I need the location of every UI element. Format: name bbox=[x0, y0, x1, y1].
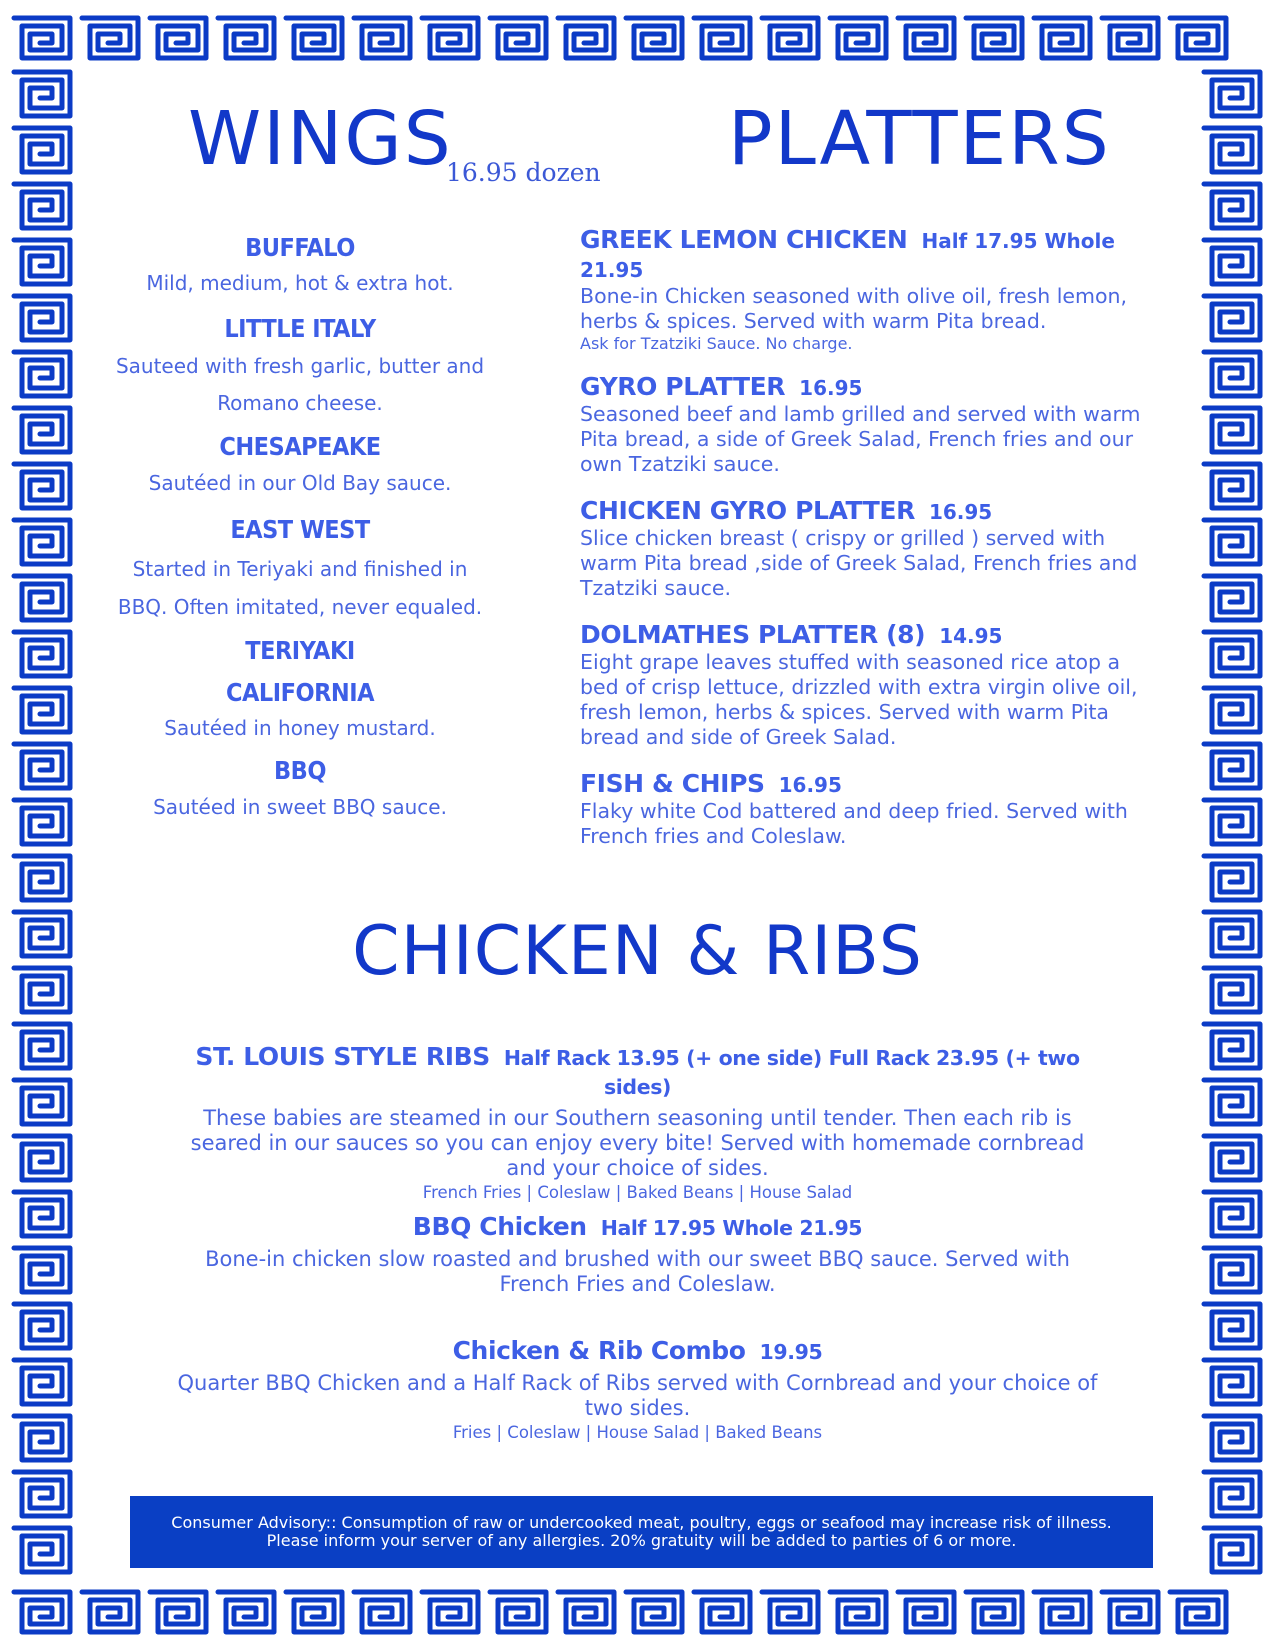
greek-key-tile bbox=[892, 1584, 960, 1640]
cr-heading bbox=[170, 1336, 1105, 1365]
greek-key-tile bbox=[824, 1584, 892, 1640]
greek-key-tile bbox=[8, 1130, 76, 1186]
greek-key-tile bbox=[484, 1584, 552, 1640]
cr-name: BBQ Chicken bbox=[412, 1212, 587, 1241]
cr-price: Half 17.95 Whole 21.95 bbox=[600, 1216, 863, 1240]
greek-key-tile bbox=[1164, 1584, 1232, 1640]
cr-sides: Fries | Coleslaw | House Salad | Baked Beans bbox=[452, 1423, 823, 1442]
wing-desc: Sautéed in honey mustard. bbox=[164, 716, 436, 740]
chicken-ribs-item bbox=[170, 1212, 1105, 1297]
greek-key-tile bbox=[8, 1466, 76, 1522]
border-right-greek-key bbox=[1198, 66, 1266, 1578]
greek-key-tile bbox=[620, 10, 688, 66]
cr-name: ST. LOUIS STYLE RIBS bbox=[195, 1042, 490, 1071]
greek-key-tile bbox=[620, 1584, 688, 1640]
wings-price: 16.95 dozen bbox=[446, 158, 601, 187]
wing-name: BUFFALO bbox=[245, 233, 355, 262]
cr-price: 19.95 bbox=[759, 1340, 823, 1364]
advisory-text: Consumer Advisory:: Consumption of raw or undercooked meat, poultry, eggs or seafood may increase risk of illness. Please inform your server of any allergies. 20% gratuity will be added to parties of 6 or more. bbox=[171, 1513, 1112, 1550]
platter-desc: Seasoned beef and lamb grilled and served with warm Pita bread, a side of Greek Salad, French fries and our own Tzatziki sauce. bbox=[580, 402, 1141, 476]
greek-key-tile bbox=[1198, 346, 1266, 402]
greek-key-tile bbox=[8, 514, 76, 570]
greek-key-tile bbox=[144, 10, 212, 66]
wing-desc: Sauteed with fresh garlic, butter and Romano cheese. bbox=[115, 354, 485, 415]
platter-heading bbox=[580, 770, 1150, 799]
greek-key-tile bbox=[8, 458, 76, 514]
greek-key-tile bbox=[8, 570, 76, 626]
wing-item-california bbox=[100, 672, 500, 742]
greek-key-tile bbox=[1198, 570, 1266, 626]
platters-list bbox=[580, 226, 1150, 869]
greek-key-tile bbox=[1198, 1242, 1266, 1298]
platter-price: 16.95 bbox=[799, 376, 863, 400]
greek-key-tile bbox=[348, 10, 416, 66]
greek-key-tile bbox=[1198, 1410, 1266, 1466]
greek-key-tile bbox=[1198, 1130, 1266, 1186]
greek-key-tile bbox=[688, 1584, 756, 1640]
greek-key-tile bbox=[416, 10, 484, 66]
platter-desc: Bone-in Chicken seasoned with olive oil, fresh lemon, herbs & spices. Served with warm Pita bread. bbox=[580, 284, 1128, 333]
greek-key-tile bbox=[1028, 1584, 1096, 1640]
greek-key-tile bbox=[8, 290, 76, 346]
greek-key-tile bbox=[416, 1584, 484, 1640]
border-top-greek-key bbox=[8, 10, 1232, 66]
cr-desc: These babies are steamed in our Southern seasoning until tender. Then each rib is seared in our sauces so you can enjoy every bite! Served with homemade cornbread and your choice of sides. bbox=[190, 1106, 1085, 1180]
consumer-advisory-banner bbox=[130, 1496, 1153, 1568]
greek-key-tile bbox=[8, 10, 76, 66]
greek-key-tile bbox=[8, 1074, 76, 1130]
platters-title: PLATTERS bbox=[728, 96, 1111, 182]
greek-key-tile bbox=[1164, 10, 1232, 66]
platter-name: CHICKEN GYRO PLATTER bbox=[580, 496, 915, 525]
greek-key-tile bbox=[348, 1584, 416, 1640]
platter-item bbox=[580, 226, 1150, 353]
greek-key-tile bbox=[824, 10, 892, 66]
wing-name: EAST WEST bbox=[230, 515, 370, 544]
greek-key-tile bbox=[8, 1298, 76, 1354]
wing-item-little-italy bbox=[100, 310, 500, 422]
greek-key-tile bbox=[1198, 1298, 1266, 1354]
greek-key-tile bbox=[552, 10, 620, 66]
platter-item bbox=[580, 497, 1150, 601]
platter-name: DOLMATHES PLATTER (8) bbox=[580, 620, 926, 649]
greek-key-tile bbox=[212, 10, 280, 66]
platter-heading bbox=[580, 373, 1150, 402]
platter-price: 16.95 bbox=[778, 773, 842, 797]
wing-item-chesapeake bbox=[100, 426, 500, 498]
greek-key-tile bbox=[8, 402, 76, 458]
greek-key-tile bbox=[8, 1522, 76, 1578]
wing-item-buffalo bbox=[100, 228, 500, 298]
greek-key-tile bbox=[1198, 738, 1266, 794]
greek-key-tile bbox=[280, 1584, 348, 1640]
wing-item-teriyaki bbox=[100, 630, 500, 672]
greek-key-tile bbox=[484, 10, 552, 66]
greek-key-tile bbox=[212, 1584, 280, 1640]
greek-key-tile bbox=[756, 1584, 824, 1640]
cr-price: Half Rack 13.95 (+ one side) Full Rack 23.95 (+ two sides) bbox=[503, 1046, 1080, 1099]
cr-desc: Quarter BBQ Chicken and a Half Rack of Ribs served with Cornbread and your choice of two sides. bbox=[177, 1371, 1098, 1420]
greek-key-tile bbox=[756, 10, 824, 66]
platter-name: FISH & CHIPS bbox=[580, 769, 765, 798]
greek-key-tile bbox=[892, 10, 960, 66]
greek-key-tile bbox=[1096, 1584, 1164, 1640]
greek-key-tile bbox=[1198, 794, 1266, 850]
platter-item bbox=[580, 770, 1150, 849]
greek-key-tile bbox=[1198, 1018, 1266, 1074]
chicken-ribs-item bbox=[170, 1336, 1105, 1442]
platter-item bbox=[580, 373, 1150, 477]
platter-desc: Slice chicken breast ( crispy or grilled ) served with warm Pita bread ,side of Greek Salad, French fries and Tzatziki sauce. bbox=[580, 526, 1138, 600]
greek-key-tile bbox=[8, 626, 76, 682]
wing-item-bbq bbox=[100, 750, 500, 822]
greek-key-tile bbox=[1198, 1466, 1266, 1522]
greek-key-tile bbox=[144, 1584, 212, 1640]
greek-key-tile bbox=[8, 66, 76, 122]
cr-sides: French Fries | Coleslaw | Baked Beans | House Salad bbox=[422, 1183, 853, 1202]
greek-key-tile bbox=[8, 850, 76, 906]
greek-key-tile bbox=[1198, 1354, 1266, 1410]
greek-key-tile bbox=[8, 346, 76, 402]
platter-desc: Flaky white Cod battered and deep fried. Served with French fries and Coleslaw. bbox=[580, 799, 1128, 848]
platter-price: Half 17.95 Whole 21.95 bbox=[580, 229, 1115, 282]
wing-item-east-west bbox=[100, 510, 500, 626]
greek-key-tile bbox=[8, 1354, 76, 1410]
cr-name: Chicken & Rib Combo bbox=[452, 1336, 746, 1365]
wing-desc: Started in Teriyaki and finished in BBQ. Often imitated, never equaled. bbox=[117, 557, 483, 619]
greek-key-tile bbox=[76, 1584, 144, 1640]
greek-key-tile bbox=[688, 10, 756, 66]
chicken-ribs-title: CHICKEN & RIBS bbox=[352, 912, 923, 991]
greek-key-tile bbox=[8, 738, 76, 794]
greek-key-tile bbox=[8, 794, 76, 850]
greek-key-tile bbox=[1198, 290, 1266, 346]
greek-key-tile bbox=[1198, 234, 1266, 290]
greek-key-tile bbox=[1198, 458, 1266, 514]
greek-key-tile bbox=[1028, 10, 1096, 66]
greek-key-tile bbox=[1198, 178, 1266, 234]
greek-key-tile bbox=[8, 234, 76, 290]
wing-name: CHESAPEAKE bbox=[219, 432, 381, 461]
greek-key-tile bbox=[8, 1186, 76, 1242]
greek-key-tile bbox=[8, 682, 76, 738]
platter-heading bbox=[580, 497, 1150, 526]
chicken-ribs-item bbox=[170, 1042, 1105, 1202]
greek-key-tile bbox=[1198, 122, 1266, 178]
greek-key-tile bbox=[1198, 1186, 1266, 1242]
border-bottom-greek-key bbox=[8, 1584, 1232, 1640]
wing-name: TERIYAKI bbox=[245, 636, 355, 665]
platter-heading bbox=[580, 226, 1150, 284]
wing-name: LITTLE ITALY bbox=[224, 314, 376, 343]
border-left-greek-key bbox=[8, 66, 76, 1578]
greek-key-tile bbox=[1198, 1522, 1266, 1578]
greek-key-tile bbox=[1096, 10, 1164, 66]
cr-heading bbox=[170, 1212, 1105, 1241]
greek-key-tile bbox=[8, 1410, 76, 1466]
greek-key-tile bbox=[8, 122, 76, 178]
greek-key-tile bbox=[1198, 514, 1266, 570]
greek-key-tile bbox=[1198, 626, 1266, 682]
greek-key-tile bbox=[280, 10, 348, 66]
cr-desc: Bone-in chicken slow roasted and brushed with our sweet BBQ sauce. Served with French Fries and Coleslaw. bbox=[205, 1247, 1070, 1296]
platter-item bbox=[580, 621, 1150, 750]
platter-heading bbox=[580, 621, 1150, 650]
wings-title: WINGS bbox=[188, 96, 453, 182]
greek-key-tile bbox=[960, 10, 1028, 66]
wing-desc: Sautéed in sweet BBQ sauce. bbox=[153, 795, 447, 819]
greek-key-tile bbox=[1198, 402, 1266, 458]
cr-heading bbox=[170, 1042, 1105, 1100]
platter-note: Ask for Tzatziki Sauce. No charge. bbox=[580, 334, 853, 353]
wing-desc: Mild, medium, hot & extra hot. bbox=[146, 271, 454, 295]
wing-name: BBQ bbox=[274, 756, 326, 785]
greek-key-tile bbox=[8, 178, 76, 234]
wing-desc: Sautéed in our Old Bay sauce. bbox=[148, 471, 452, 495]
platter-price: 16.95 bbox=[928, 500, 993, 524]
greek-key-tile bbox=[76, 10, 144, 66]
wings-list bbox=[100, 228, 500, 822]
greek-key-tile bbox=[960, 1584, 1028, 1640]
platter-name: GREEK LEMON CHICKEN bbox=[580, 225, 908, 254]
greek-key-tile bbox=[1198, 850, 1266, 906]
greek-key-tile bbox=[8, 1018, 76, 1074]
greek-key-tile bbox=[8, 1584, 76, 1640]
greek-key-tile bbox=[8, 1242, 76, 1298]
wing-name: CALIFORNIA bbox=[225, 678, 374, 707]
platter-desc: Eight grape leaves stuffed with seasoned rice atop a bed of crisp lettuce, drizzled with extra virgin olive oil, fresh lemon, herbs & spices. Served with warm Pita bread and side of Greek Salad. bbox=[580, 650, 1138, 749]
greek-key-tile bbox=[1198, 682, 1266, 738]
platter-name: GYRO PLATTER bbox=[580, 372, 786, 401]
greek-key-tile bbox=[552, 1584, 620, 1640]
greek-key-tile bbox=[1198, 66, 1266, 122]
platter-price: 14.95 bbox=[939, 624, 1003, 648]
greek-key-tile bbox=[1198, 1074, 1266, 1130]
